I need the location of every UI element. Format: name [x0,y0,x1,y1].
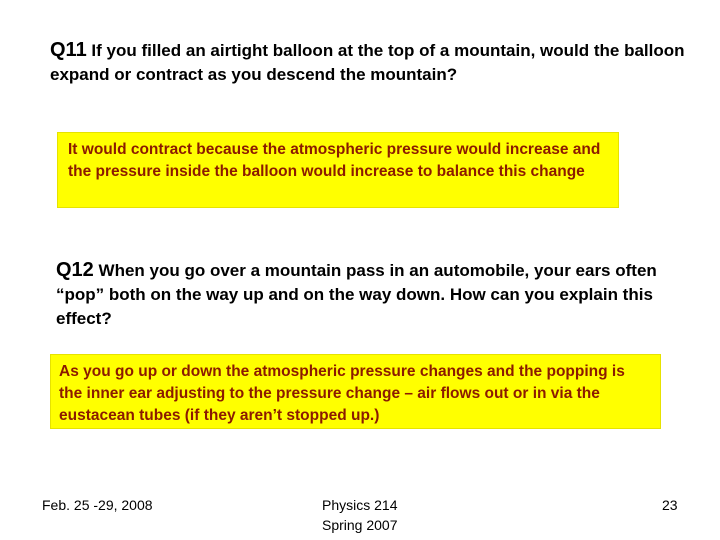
footer-course [322,495,398,535]
question-12 [56,258,676,331]
question-11 [50,38,690,87]
answer-11-text: It would contract because the atmospheric pressure would increase and the pressure inside the balloon would increase to balance this change [68,141,601,180]
answer-11-box [57,132,619,208]
question-11-number: Q11 [50,39,87,61]
footer-course-name: Physics 214 [322,497,398,513]
answer-12-box [50,354,661,429]
question-12-text: When you go over a mountain pass in an automobile, your ears often “pop” both on the way up and on the way down. How can you explain this effect? [56,261,657,328]
answer-12-text: As you go up or down the atmospheric pressure changes and the popping is the inner ear adjusting to the pressure change – air flows out or in via the eustacean tubes (if they aren’t stopped up.) [59,363,625,424]
footer-date: Feb. 25 -29, 2008 [42,497,153,513]
question-11-text: If you filled an airtight balloon at the top of a mountain, would the balloon expand or contract as you descend the mountain? [50,41,685,84]
footer-course-term: Spring 2007 [322,517,398,533]
question-12-number: Q12 [56,259,94,281]
footer-page-number: 23 [662,497,678,513]
